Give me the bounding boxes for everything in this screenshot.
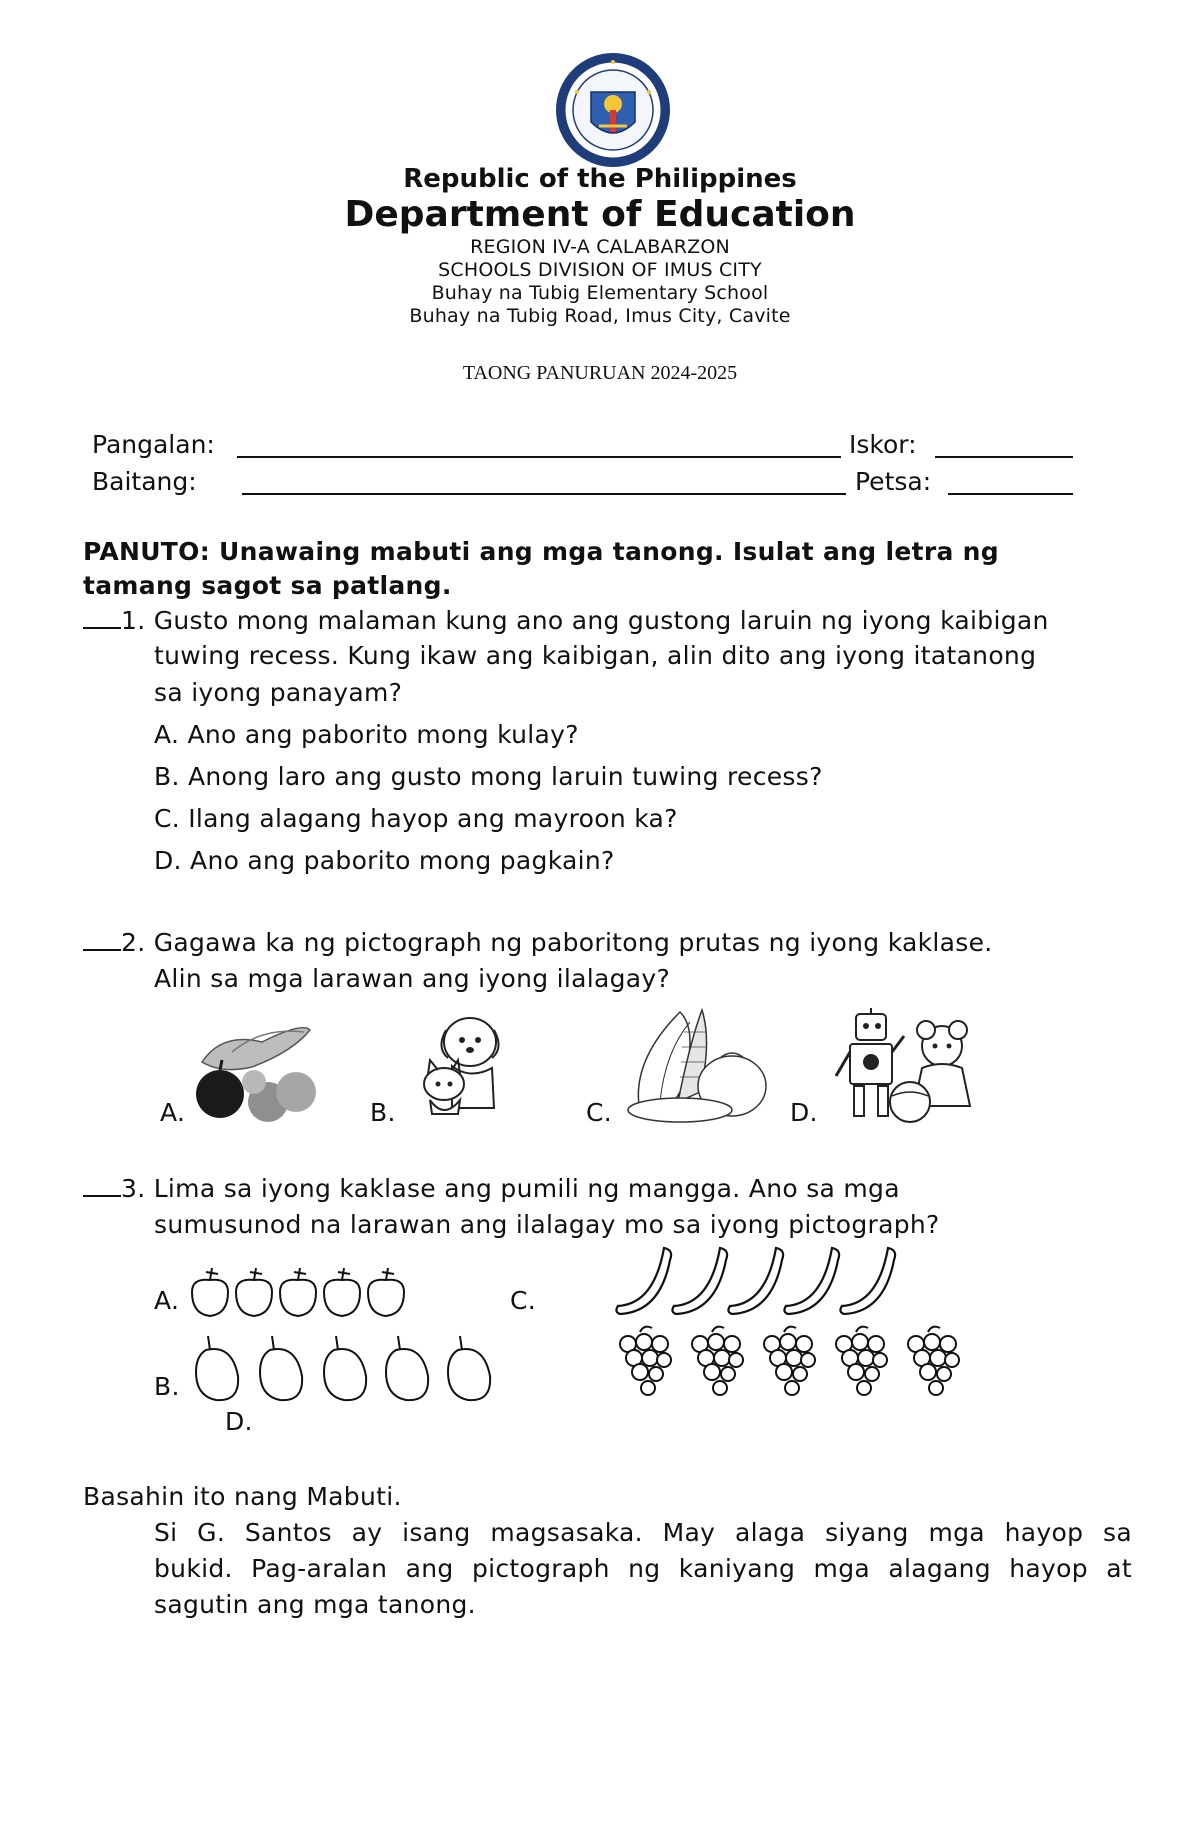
reading-line-1: Si G. Santos ay isang magsasaka. May alaga siyang mga hayop sa bbox=[154, 1518, 1132, 1547]
reading-line-3: sagutin ang mga tanong. bbox=[154, 1590, 476, 1619]
answer-blank-3[interactable] bbox=[83, 1177, 121, 1197]
question-3-number: 3. bbox=[121, 1174, 146, 1203]
fruits-icon bbox=[192, 1012, 322, 1124]
question-2-option-d: D. bbox=[790, 1098, 818, 1127]
name-label: Pangalan: bbox=[92, 430, 215, 459]
toys-icon bbox=[830, 1006, 980, 1126]
question-1-line-3: sa iyong panayam? bbox=[154, 678, 403, 707]
question-2 bbox=[83, 928, 993, 957]
answer-blank-1[interactable] bbox=[83, 609, 121, 629]
question-3-line-2: sumusunod na larawan ang ilalagay mo sa iyong pictograph? bbox=[154, 1210, 940, 1239]
apple-icon bbox=[188, 1262, 412, 1322]
vegetables-icon bbox=[620, 1002, 770, 1124]
question-1-option-d: D. Ano ang paborito mong pagkain? bbox=[154, 846, 615, 875]
question-2-number: 2. bbox=[121, 928, 146, 957]
question-1-line-2: tuwing recess. Kung ikaw ang kaibigan, alin dito ang iyong itatanong bbox=[154, 641, 1037, 670]
question-3-option-c: C. bbox=[510, 1286, 537, 1315]
date-label: Petsa: bbox=[855, 467, 932, 496]
score-field[interactable] bbox=[935, 456, 1073, 458]
date-field[interactable] bbox=[948, 493, 1073, 495]
question-3-option-d: D. bbox=[225, 1407, 253, 1436]
deped-seal-icon bbox=[555, 52, 671, 168]
question-2-option-b: B. bbox=[370, 1098, 396, 1127]
reading-title: Basahin ito nang Mabuti. bbox=[83, 1482, 402, 1511]
question-2-line-1: Gagawa ka ng pictograph ng paboritong prutas ng iyong kaklase. bbox=[153, 928, 993, 957]
instructions-line-1: PANUTO: Unawaing mabuti ang mga tanong. Isulat ang letra ng bbox=[83, 537, 999, 566]
region-line: REGION IV-A CALABARZON bbox=[470, 236, 730, 258]
department-heading: Department of Education bbox=[344, 194, 856, 235]
pets-icon bbox=[412, 1008, 512, 1120]
grade-field[interactable] bbox=[242, 493, 846, 495]
question-2-option-c: C. bbox=[586, 1098, 613, 1127]
question-2-option-a: A. bbox=[160, 1098, 186, 1127]
score-label: Iskor: bbox=[849, 430, 917, 459]
question-1-line-1: Gusto mong malaman kung ano ang gustong laruin ng iyong kaibigan bbox=[153, 606, 1049, 635]
question-1-number: 1. bbox=[121, 606, 146, 635]
question-2-line-2: Alin sa mga larawan ang iyong ilalagay? bbox=[154, 964, 671, 993]
question-3 bbox=[83, 1174, 900, 1203]
instructions-line-2: tamang sagot sa patlang. bbox=[83, 571, 452, 600]
question-3-option-b: B. bbox=[154, 1372, 180, 1401]
question-1 bbox=[83, 606, 1049, 635]
school-line: Buhay na Tubig Elementary School bbox=[431, 282, 769, 304]
address-line: Buhay na Tubig Road, Imus City, Cavite bbox=[409, 305, 791, 327]
answer-blank-2[interactable] bbox=[83, 931, 121, 951]
mango-icon bbox=[192, 1330, 498, 1406]
school-year: TAONG PANURUAN 2024-2025 bbox=[462, 362, 738, 384]
question-3-line-1: Lima sa iyong kaklase ang pumili ng mangga. Ano sa mga bbox=[153, 1174, 900, 1203]
banana-icon bbox=[614, 1240, 904, 1316]
question-1-option-c: C. Ilang alagang hayop ang mayroon ka? bbox=[154, 804, 678, 833]
question-3-option-a: A. bbox=[154, 1286, 180, 1315]
division-line: SCHOOLS DIVISION OF IMUS CITY bbox=[438, 259, 762, 281]
grade-label: Baitang: bbox=[92, 467, 197, 496]
question-1-option-b: B. Anong laro ang gusto mong laruin tuwing recess? bbox=[154, 762, 823, 791]
grapes-icon bbox=[614, 1322, 974, 1402]
name-field[interactable] bbox=[237, 456, 841, 458]
republic-heading: Republic of the Philippines bbox=[403, 164, 797, 194]
reading-line-2: bukid. Pag-aralan ang pictograph ng kaniyang mga alagang hayop at bbox=[154, 1554, 1132, 1583]
question-1-option-a: A. Ano ang paborito mong kulay? bbox=[154, 720, 579, 749]
